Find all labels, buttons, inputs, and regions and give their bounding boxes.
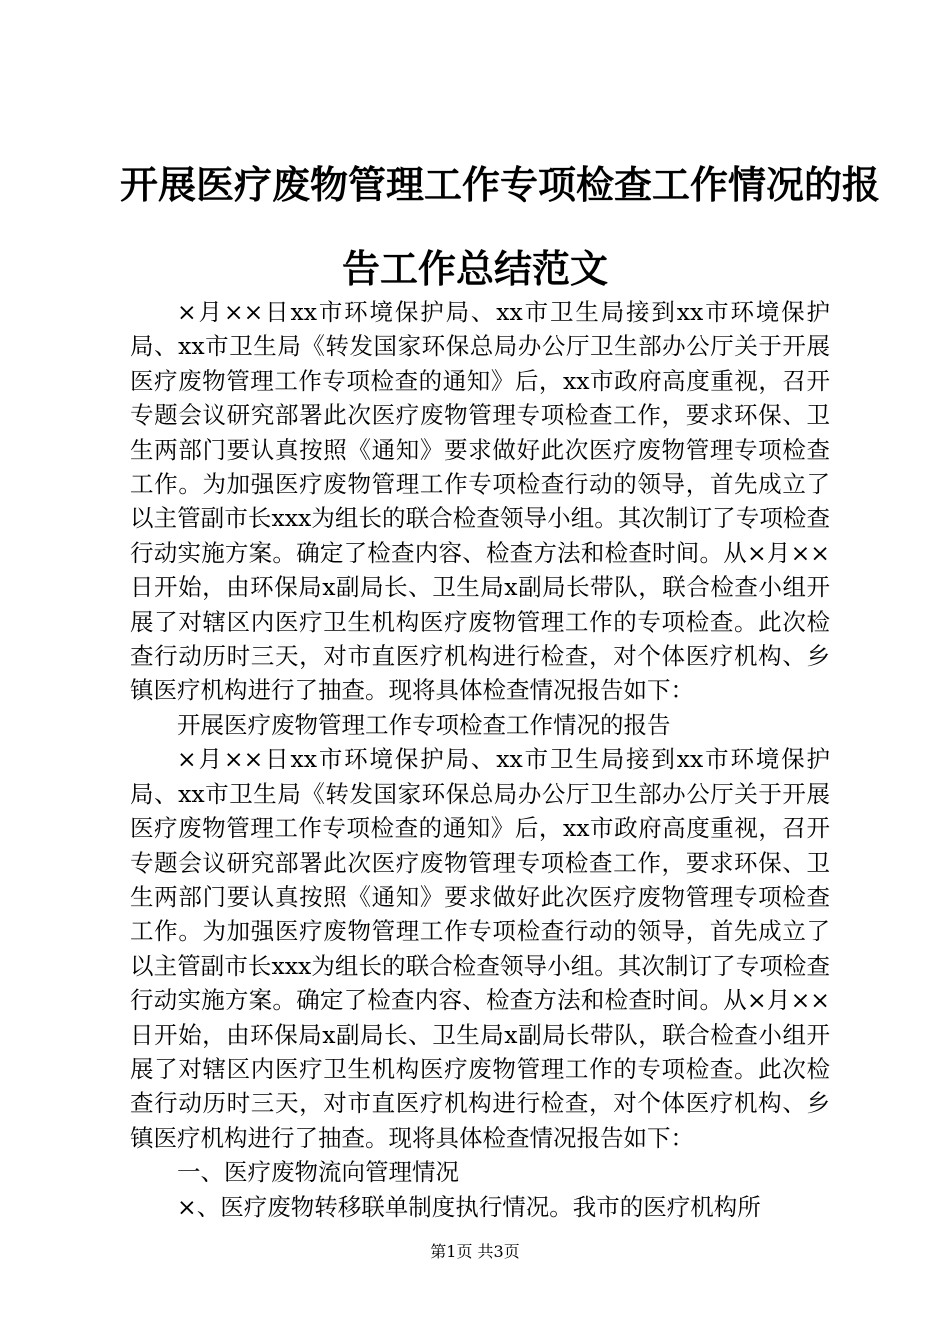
section-heading-1: 一、医疗废物流向管理情况 (177, 1158, 459, 1187)
paragraph-intro: ×月××日xx市环境保护局、xx市卫生局接到xx市环境保护局、xx市卫生局《转发国家环保总局办公厅卫生部办公厅关于开展医疗废物管理工作专项检查的通知》后，xx市政府高度重视，召开专题会议研究部署此次医疗废物管理专项检查工作，要求环保、卫生两部门要认真按照《通知》要求做好此次医疗废物管理专项检查工作。为加强医疗废物管理工作专项检查行动的领导，首先成立了以主管副市长xxx为组长的联合检查领导小组。其次制订了专项检查行动实施方案。确定了检查内容、检查方法和检查时间。从×月××日开始，由环保局x副局长、卫生局x副局长带队，联合检查小组开展了对辖区内医疗卫生机构医疗废物管理工作的专项检查。此次检查行动历时三天，对市直医疗机构进行检查，对个体医疗机构、乡镇医疗机构进行了抽查。现将具体检查情况报告如下： (130, 298, 830, 705)
document-title-line-2: 告工作总结范文 (341, 246, 608, 291)
paragraph-section-1: ×、医疗废物转移联单制度执行情况。我市的医疗机构所 (177, 1192, 761, 1221)
paragraph-intro-repeat: ×月××日xx市环境保护局、xx市卫生局接到xx市环境保护局、xx市卫生局《转发国家环保总局办公厅卫生部办公厅关于开展医疗废物管理工作专项检查的通知》后，xx市政府高度重视，召开专题会议研究部署此次医疗废物管理专项检查工作，要求环保、卫生两部门要认真按照《通知》要求做好此次医疗废物管理专项检查工作。为加强医疗废物管理工作专项检查行动的领导，首先成立了以主管副市长xxx为组长的联合检查领导小组。其次制订了专项检查行动实施方案。确定了检查内容、检查方法和检查时间。从×月××日开始，由环保局x副局长、卫生局x副局长带队，联合检查小组开展了对辖区内医疗卫生机构医疗废物管理工作的专项检查。此次检查行动历时三天，对市直医疗机构进行检查，对个体医疗机构、乡镇医疗机构进行了抽查。现将具体检查情况报告如下： (130, 745, 830, 1152)
paragraph-report-heading: 开展医疗废物管理工作专项检查工作情况的报告 (177, 710, 671, 739)
document-title-line-1: 开展医疗废物管理工作专项检查工作情况的报 (120, 162, 881, 207)
document-body (130, 295, 830, 1224)
page-number-footer: 第1页 共3页 (430, 1242, 520, 1261)
